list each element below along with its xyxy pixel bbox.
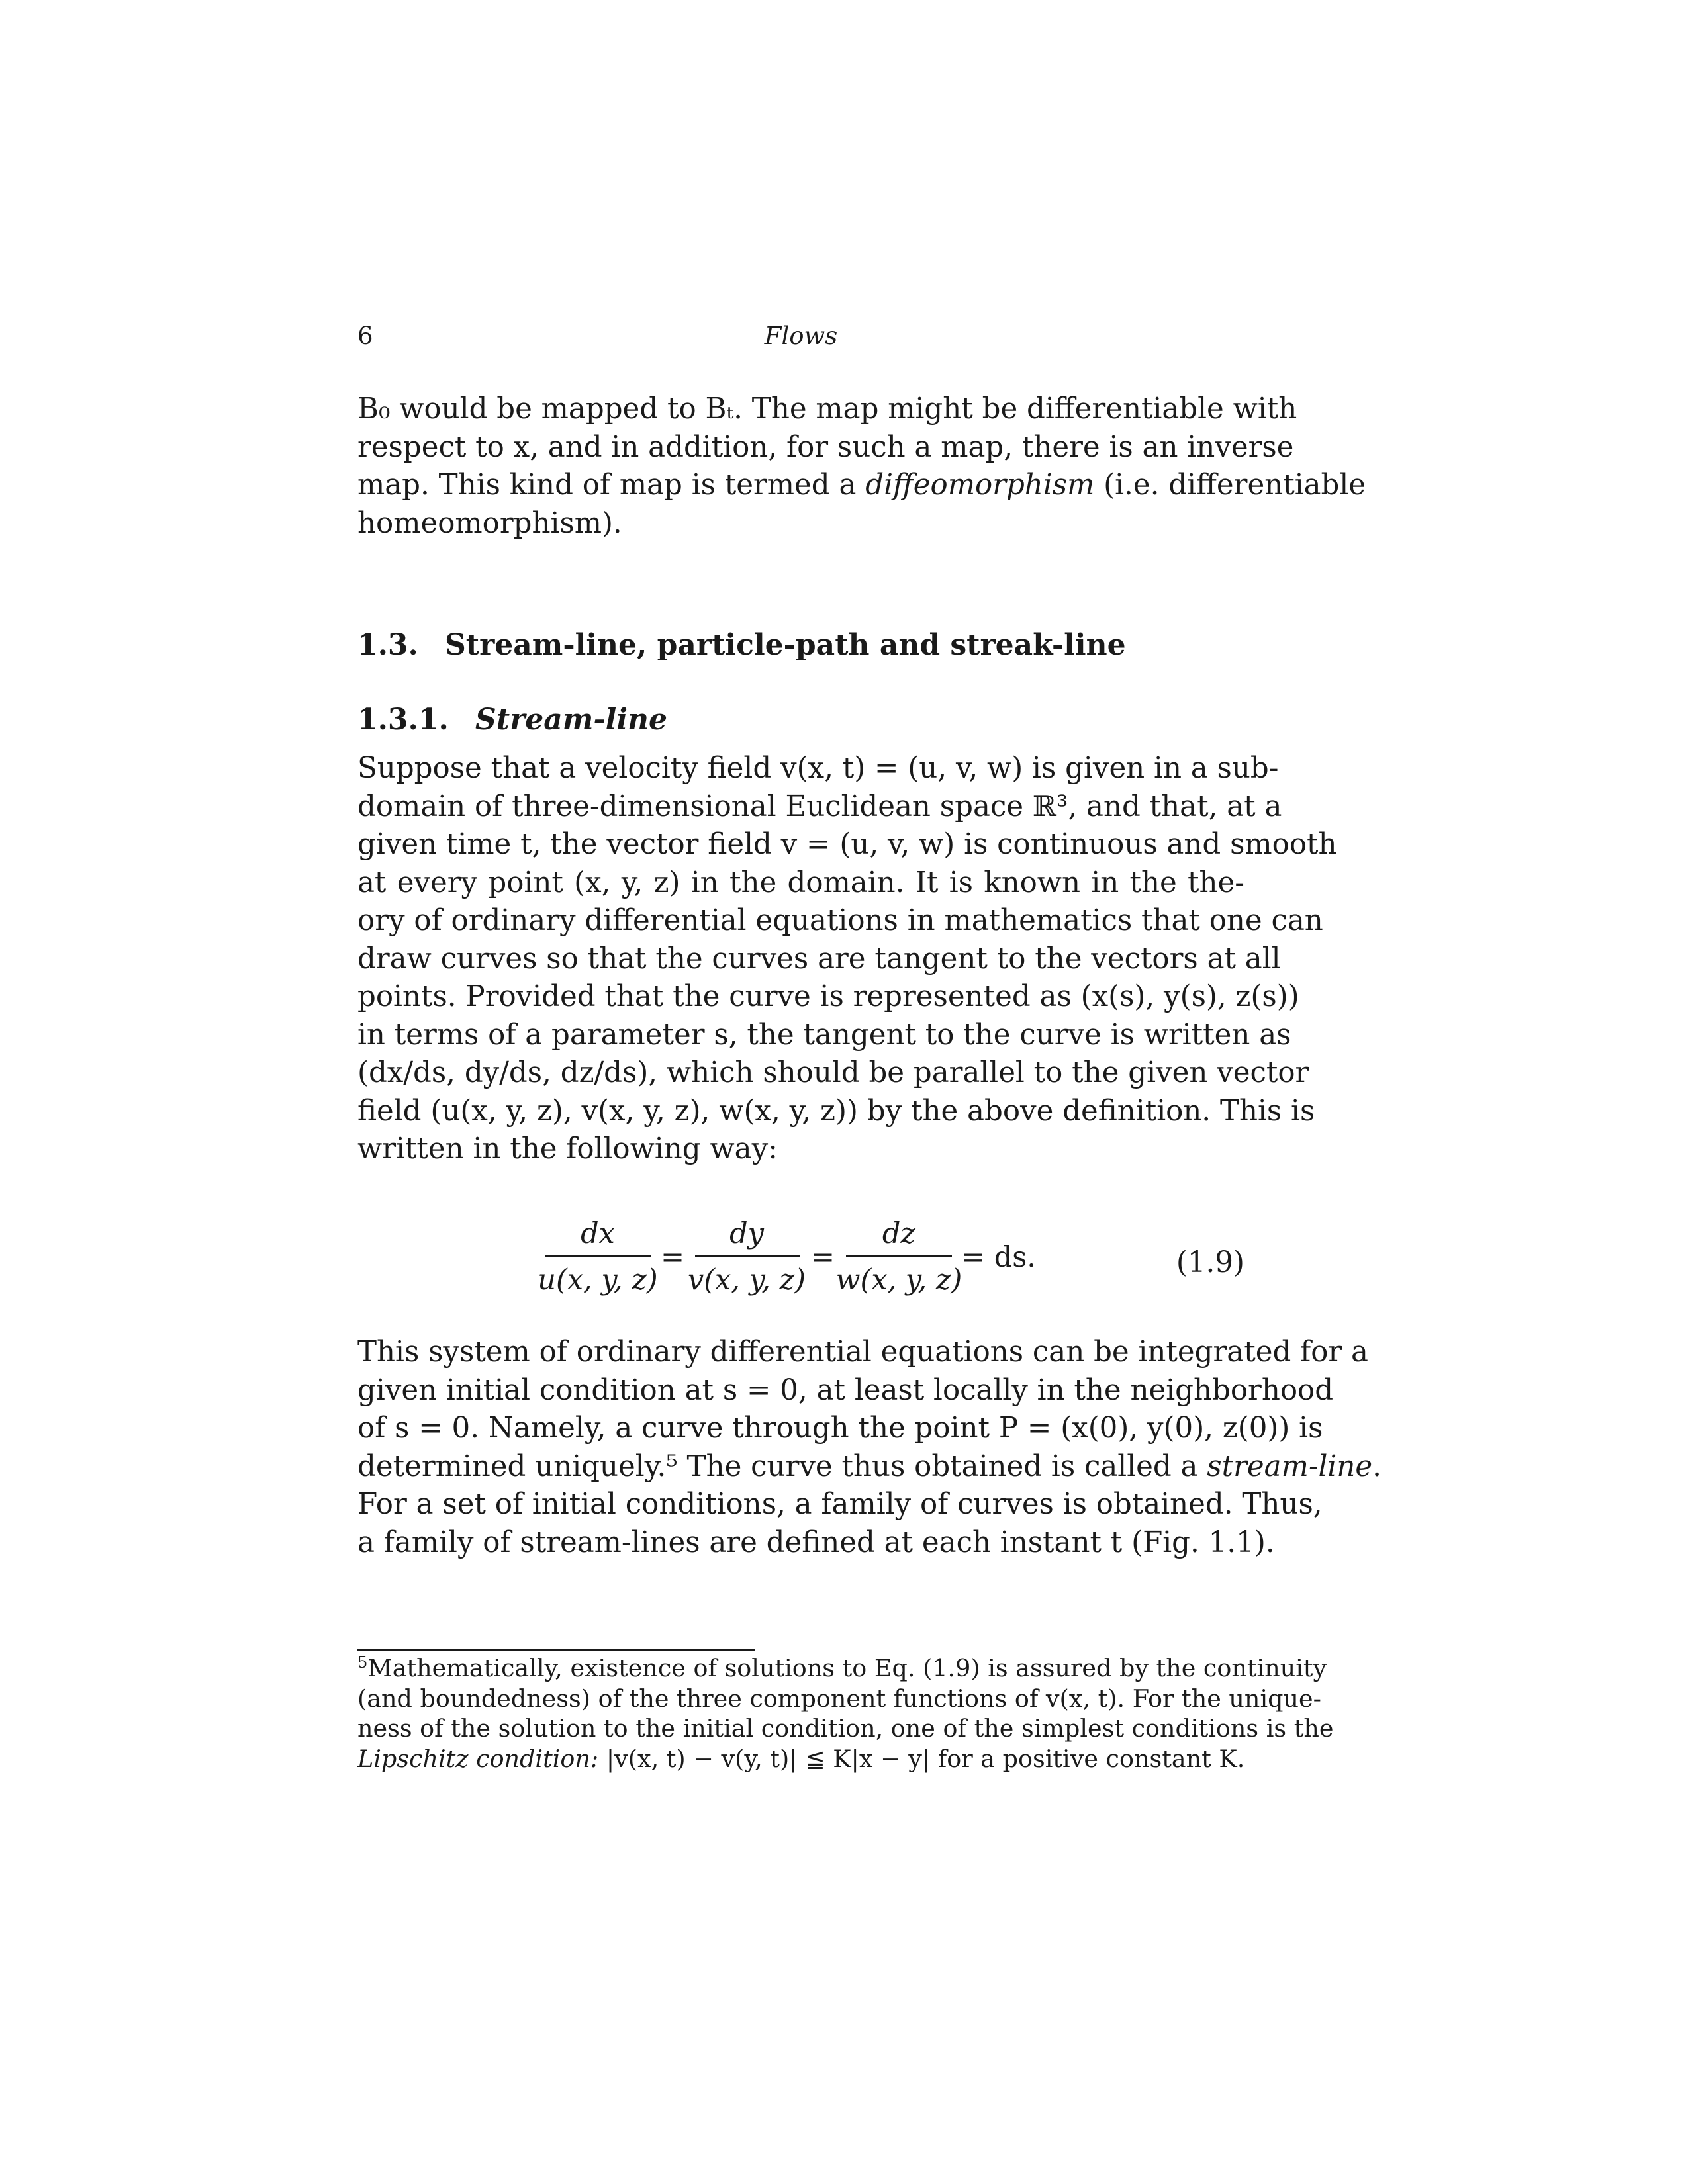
subsection-title: Stream-line [475,703,668,737]
footnote-rule [357,1649,755,1651]
equation-rhs: = ds. [961,1241,1036,1274]
text-line: points. Provided that the curve is represented as (x(s), y(s), z(s)) [357,980,1299,1013]
denominator-v: v(x, y, z) [687,1263,806,1297]
text-line: given initial condition at s = 0, at least locally in the neighborhood [357,1373,1334,1407]
denominator-w: w(x, y, z) [835,1263,962,1297]
section-heading [357,625,1244,665]
footnote-line: Lipschitz condition: |v(x, t) − v(y, t)| ≦ K|x − y| for a positive constant K. [357,1744,1245,1773]
text-line: written in the following way: [357,1132,778,1165]
italic-term: diffeomorphism [865,469,1095,502]
text-line: of s = 0. Namely, a curve through the point P = (x(0), y(0), z(0)) is [357,1412,1323,1445]
text-line: determined uniquely.⁵ The curve thus obtained is called a stream-line. [357,1449,1382,1483]
denominator-u: u(x, y, z) [538,1263,658,1297]
equation-number: (1.9) [1176,1246,1244,1279]
equation-1-9 [357,1211,1244,1317]
body-paragraph [357,750,1337,1169]
text-line: field (u(x, y, z), v(x, y, z), w(x, y, z)) by the above definition. This is [357,1094,1315,1128]
text-line: For a set of initial conditions, a family of curves is obtained. Thus, [357,1488,1323,1521]
numerator-dz: dz [882,1217,916,1250]
subsection-heading [357,700,1244,740]
text-line: (dx/ds, dy/ds, dz/ds), which should be parallel to the given vector [357,1056,1309,1089]
text-line: at every point (x, y, z) in the domain. It is known in the the- [357,866,1244,899]
numerator-dx: dx [581,1217,615,1250]
text-line: homeomorphism). [357,506,622,540]
text-line: B₀ would be mapped to Bₜ. The map might be differentiable with [357,392,1297,426]
footnote-marker: 5 [357,1653,368,1672]
running-head [357,316,1244,356]
italic-term: Lipschitz condition: [357,1744,599,1773]
text-line: draw curves so that the curves are tangent to the vectors at all [357,942,1281,976]
running-title: Flows [764,322,838,350]
footnote-line [357,1653,1327,1684]
footnote-text: Mathematically, existence of solutions to Eq. (1.9) is assured by the continuity [367,1654,1327,1682]
text-line: Suppose that a velocity field v(x, t) = (u, v, w) is given in a sub- [357,752,1279,785]
section-number: 1.3. [357,628,418,662]
page-number: 6 [357,322,373,350]
closing-paragraph [357,1334,1382,1562]
italic-term: stream-line [1207,1449,1373,1483]
text-line: domain of three-dimensional Euclidean space ℝ³, and that, at a [357,790,1282,823]
equals-sign: = [810,1241,835,1274]
section-title: Stream-line, particle-path and streak-line [445,628,1126,662]
text-line: respect to x, and in addition, for such a map, there is an inverse [357,430,1294,464]
text-line: map. This kind of map is termed a diffeomorphism (i.e. differentiable [357,469,1366,502]
numerator-dy: dy [729,1217,764,1250]
equals-sign: = [660,1241,685,1274]
footnote-line: (and boundedness) of the three component functions of v(x, t). For the unique- [357,1684,1321,1713]
subsection-number: 1.3.1. [357,703,449,737]
text-line: in terms of a parameter s, the tangent to the curve is written as [357,1018,1291,1052]
text-line: ory of ordinary differential equations in mathematics that one can [357,904,1323,937]
text-line: This system of ordinary differential equations can be integrated for a [357,1336,1368,1369]
text-line: given time t, the vector field v = (u, v, w) is continuous and smooth [357,828,1337,861]
intro-paragraph [357,390,1366,543]
footnote-5 [357,1653,1334,1774]
footnote-line: ness of the solution to the initial condition, one of the simplest conditions is the [357,1714,1334,1743]
text-line: a family of stream-lines are defined at each instant t (Fig. 1.1). [357,1525,1275,1559]
